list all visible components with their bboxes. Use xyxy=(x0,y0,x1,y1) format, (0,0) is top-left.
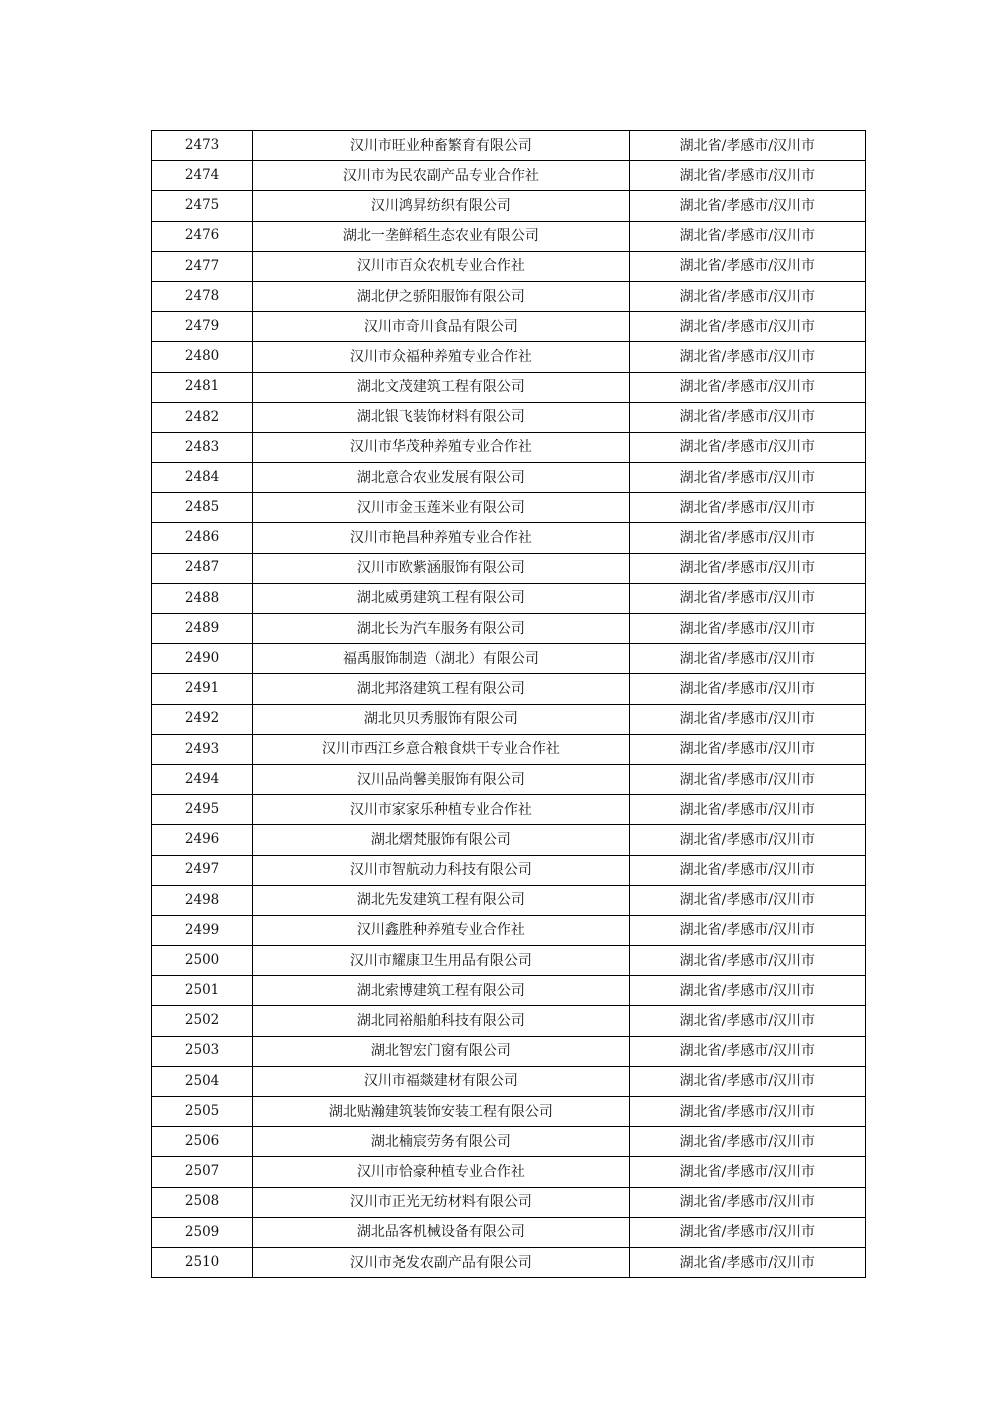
table-row xyxy=(152,1127,866,1157)
table-row xyxy=(152,825,866,855)
region-cell: 湖北省/孝感市/汉川市 xyxy=(629,855,865,885)
region-cell: 湖北省/孝感市/汉川市 xyxy=(629,523,865,553)
region-cell: 湖北省/孝感市/汉川市 xyxy=(629,1036,865,1066)
table-row xyxy=(152,1247,866,1277)
table-row xyxy=(152,493,866,523)
row-number-cell: 2509 xyxy=(152,1217,253,1247)
table-row xyxy=(152,885,866,915)
company-name-cell: 汉川市福燚建材有限公司 xyxy=(253,1066,630,1096)
region-cell: 湖北省/孝感市/汉川市 xyxy=(629,493,865,523)
row-number-cell: 2486 xyxy=(152,523,253,553)
company-name-cell: 汉川市耀康卫生用品有限公司 xyxy=(253,946,630,976)
table-row xyxy=(152,915,866,945)
row-number-cell: 2474 xyxy=(152,161,253,191)
table-row xyxy=(152,1187,866,1217)
row-number-cell: 2493 xyxy=(152,734,253,764)
table-row xyxy=(152,644,866,674)
company-name-cell: 汉川市西江乡意合粮食烘干专业合作社 xyxy=(253,734,630,764)
region-cell: 湖北省/孝感市/汉川市 xyxy=(629,402,865,432)
row-number-cell: 2495 xyxy=(152,795,253,825)
region-cell: 湖北省/孝感市/汉川市 xyxy=(629,1006,865,1036)
region-cell: 湖北省/孝感市/汉川市 xyxy=(629,946,865,976)
region-cell: 湖北省/孝感市/汉川市 xyxy=(629,1127,865,1157)
company-name-cell: 汉川市旺业种畜繁育有限公司 xyxy=(253,131,630,161)
region-cell: 湖北省/孝感市/汉川市 xyxy=(629,885,865,915)
company-name-cell: 湖北银飞装饰材料有限公司 xyxy=(253,402,630,432)
table-row xyxy=(152,946,866,976)
company-name-cell: 汉川市奇川食品有限公司 xyxy=(253,312,630,342)
table-row xyxy=(152,281,866,311)
region-cell: 湖北省/孝感市/汉川市 xyxy=(629,825,865,855)
table-row xyxy=(152,553,866,583)
row-number-cell: 2483 xyxy=(152,432,253,462)
company-name-cell: 汉川市百众农机专业合作社 xyxy=(253,251,630,281)
company-name-cell: 湖北同裕船舶科技有限公司 xyxy=(253,1006,630,1036)
table-row xyxy=(152,1097,866,1127)
region-cell: 湖北省/孝感市/汉川市 xyxy=(629,795,865,825)
row-number-cell: 2502 xyxy=(152,1006,253,1036)
region-cell: 湖北省/孝感市/汉川市 xyxy=(629,432,865,462)
row-number-cell: 2480 xyxy=(152,342,253,372)
region-cell: 湖北省/孝感市/汉川市 xyxy=(629,614,865,644)
row-number-cell: 2488 xyxy=(152,583,253,613)
region-cell: 湖北省/孝感市/汉川市 xyxy=(629,372,865,402)
table-row xyxy=(152,764,866,794)
region-cell: 湖北省/孝感市/汉川市 xyxy=(629,131,865,161)
table-row xyxy=(152,131,866,161)
company-name-cell: 汉川鸿昇纺织有限公司 xyxy=(253,191,630,221)
region-cell: 湖北省/孝感市/汉川市 xyxy=(629,1097,865,1127)
region-cell: 湖北省/孝感市/汉川市 xyxy=(629,312,865,342)
company-name-cell: 湖北贴瀚建筑装饰安装工程有限公司 xyxy=(253,1097,630,1127)
table-row xyxy=(152,614,866,644)
company-name-cell: 湖北先发建筑工程有限公司 xyxy=(253,885,630,915)
table-row xyxy=(152,342,866,372)
row-number-cell: 2505 xyxy=(152,1097,253,1127)
table-row xyxy=(152,191,866,221)
region-cell: 湖北省/孝感市/汉川市 xyxy=(629,1157,865,1187)
row-number-cell: 2500 xyxy=(152,946,253,976)
row-number-cell: 2497 xyxy=(152,855,253,885)
table-row xyxy=(152,523,866,553)
row-number-cell: 2494 xyxy=(152,764,253,794)
region-cell: 湖北省/孝感市/汉川市 xyxy=(629,674,865,704)
table-row xyxy=(152,402,866,432)
region-cell: 湖北省/孝感市/汉川市 xyxy=(629,1247,865,1277)
company-name-cell: 汉川市金玉莲米业有限公司 xyxy=(253,493,630,523)
row-number-cell: 2498 xyxy=(152,885,253,915)
region-cell: 湖北省/孝感市/汉川市 xyxy=(629,644,865,674)
company-name-cell: 湖北文茂建筑工程有限公司 xyxy=(253,372,630,402)
company-name-cell: 湖北一垄鲜稻生态农业有限公司 xyxy=(253,221,630,251)
row-number-cell: 2479 xyxy=(152,312,253,342)
row-number-cell: 2473 xyxy=(152,131,253,161)
region-cell: 湖北省/孝感市/汉川市 xyxy=(629,221,865,251)
row-number-cell: 2503 xyxy=(152,1036,253,1066)
region-cell: 湖北省/孝感市/汉川市 xyxy=(629,976,865,1006)
table-row xyxy=(152,432,866,462)
row-number-cell: 2485 xyxy=(152,493,253,523)
region-cell: 湖北省/孝感市/汉川市 xyxy=(629,342,865,372)
table-row xyxy=(152,1006,866,1036)
region-cell: 湖北省/孝感市/汉川市 xyxy=(629,734,865,764)
row-number-cell: 2478 xyxy=(152,281,253,311)
table-row xyxy=(152,161,866,191)
table-row xyxy=(152,1066,866,1096)
table-row xyxy=(152,312,866,342)
region-cell: 湖北省/孝感市/汉川市 xyxy=(629,553,865,583)
row-number-cell: 2496 xyxy=(152,825,253,855)
row-number-cell: 2506 xyxy=(152,1127,253,1157)
table-row xyxy=(152,251,866,281)
region-cell: 湖北省/孝感市/汉川市 xyxy=(629,161,865,191)
row-number-cell: 2481 xyxy=(152,372,253,402)
row-number-cell: 2489 xyxy=(152,614,253,644)
region-cell: 湖北省/孝感市/汉川市 xyxy=(629,583,865,613)
company-name-cell: 湖北智宏门窗有限公司 xyxy=(253,1036,630,1066)
company-name-cell: 湖北贝贝秀服饰有限公司 xyxy=(253,704,630,734)
company-name-cell: 湖北索博建筑工程有限公司 xyxy=(253,976,630,1006)
company-name-cell: 汉川市家家乐种植专业合作社 xyxy=(253,795,630,825)
table-row xyxy=(152,463,866,493)
table-row xyxy=(152,976,866,1006)
company-name-cell: 湖北品客机械设备有限公司 xyxy=(253,1217,630,1247)
table-row xyxy=(152,704,866,734)
table-row xyxy=(152,795,866,825)
table-row xyxy=(152,1217,866,1247)
region-cell: 湖北省/孝感市/汉川市 xyxy=(629,915,865,945)
company-name-cell: 湖北邦洛建筑工程有限公司 xyxy=(253,674,630,704)
table-row xyxy=(152,583,866,613)
region-cell: 湖北省/孝感市/汉川市 xyxy=(629,251,865,281)
company-name-cell: 汉川市艳昌种养殖专业合作社 xyxy=(253,523,630,553)
company-name-cell: 湖北楠宸劳务有限公司 xyxy=(253,1127,630,1157)
region-cell: 湖北省/孝感市/汉川市 xyxy=(629,764,865,794)
row-number-cell: 2501 xyxy=(152,976,253,1006)
company-name-cell: 汉川市为民农副产品专业合作社 xyxy=(253,161,630,191)
company-list-table xyxy=(151,130,866,1278)
row-number-cell: 2507 xyxy=(152,1157,253,1187)
row-number-cell: 2504 xyxy=(152,1066,253,1096)
table-row xyxy=(152,674,866,704)
row-number-cell: 2475 xyxy=(152,191,253,221)
company-name-cell: 湖北意合农业发展有限公司 xyxy=(253,463,630,493)
company-name-cell: 汉川市华茂种养殖专业合作社 xyxy=(253,432,630,462)
row-number-cell: 2482 xyxy=(152,402,253,432)
company-name-cell: 汉川鑫胜种养殖专业合作社 xyxy=(253,915,630,945)
company-name-cell: 福禹服饰制造（湖北）有限公司 xyxy=(253,644,630,674)
region-cell: 湖北省/孝感市/汉川市 xyxy=(629,1066,865,1096)
row-number-cell: 2477 xyxy=(152,251,253,281)
row-number-cell: 2510 xyxy=(152,1247,253,1277)
table-body xyxy=(152,131,866,1278)
table-row xyxy=(152,221,866,251)
table-row xyxy=(152,1036,866,1066)
row-number-cell: 2484 xyxy=(152,463,253,493)
region-cell: 湖北省/孝感市/汉川市 xyxy=(629,1187,865,1217)
region-cell: 湖北省/孝感市/汉川市 xyxy=(629,1217,865,1247)
company-name-cell: 汉川市智航动力科技有限公司 xyxy=(253,855,630,885)
region-cell: 湖北省/孝感市/汉川市 xyxy=(629,191,865,221)
row-number-cell: 2487 xyxy=(152,553,253,583)
company-name-cell: 汉川市欧紫涵服饰有限公司 xyxy=(253,553,630,583)
row-number-cell: 2492 xyxy=(152,704,253,734)
company-name-cell: 湖北伊之骄阳服饰有限公司 xyxy=(253,281,630,311)
company-name-cell: 汉川品尚馨美服饰有限公司 xyxy=(253,764,630,794)
company-name-cell: 汉川市众福种养殖专业合作社 xyxy=(253,342,630,372)
region-cell: 湖北省/孝感市/汉川市 xyxy=(629,463,865,493)
company-name-cell: 汉川市尧发农副产品有限公司 xyxy=(253,1247,630,1277)
row-number-cell: 2476 xyxy=(152,221,253,251)
company-name-cell: 湖北长为汽车服务有限公司 xyxy=(253,614,630,644)
company-name-cell: 湖北威勇建筑工程有限公司 xyxy=(253,583,630,613)
row-number-cell: 2508 xyxy=(152,1187,253,1217)
table-row xyxy=(152,1157,866,1187)
company-name-cell: 汉川市正光无纺材料有限公司 xyxy=(253,1187,630,1217)
row-number-cell: 2499 xyxy=(152,915,253,945)
company-name-cell: 湖北熠梵服饰有限公司 xyxy=(253,825,630,855)
table-row xyxy=(152,855,866,885)
table-row xyxy=(152,372,866,402)
row-number-cell: 2491 xyxy=(152,674,253,704)
row-number-cell: 2490 xyxy=(152,644,253,674)
region-cell: 湖北省/孝感市/汉川市 xyxy=(629,704,865,734)
company-name-cell: 汉川市恰豪种植专业合作社 xyxy=(253,1157,630,1187)
region-cell: 湖北省/孝感市/汉川市 xyxy=(629,281,865,311)
table-row xyxy=(152,734,866,764)
